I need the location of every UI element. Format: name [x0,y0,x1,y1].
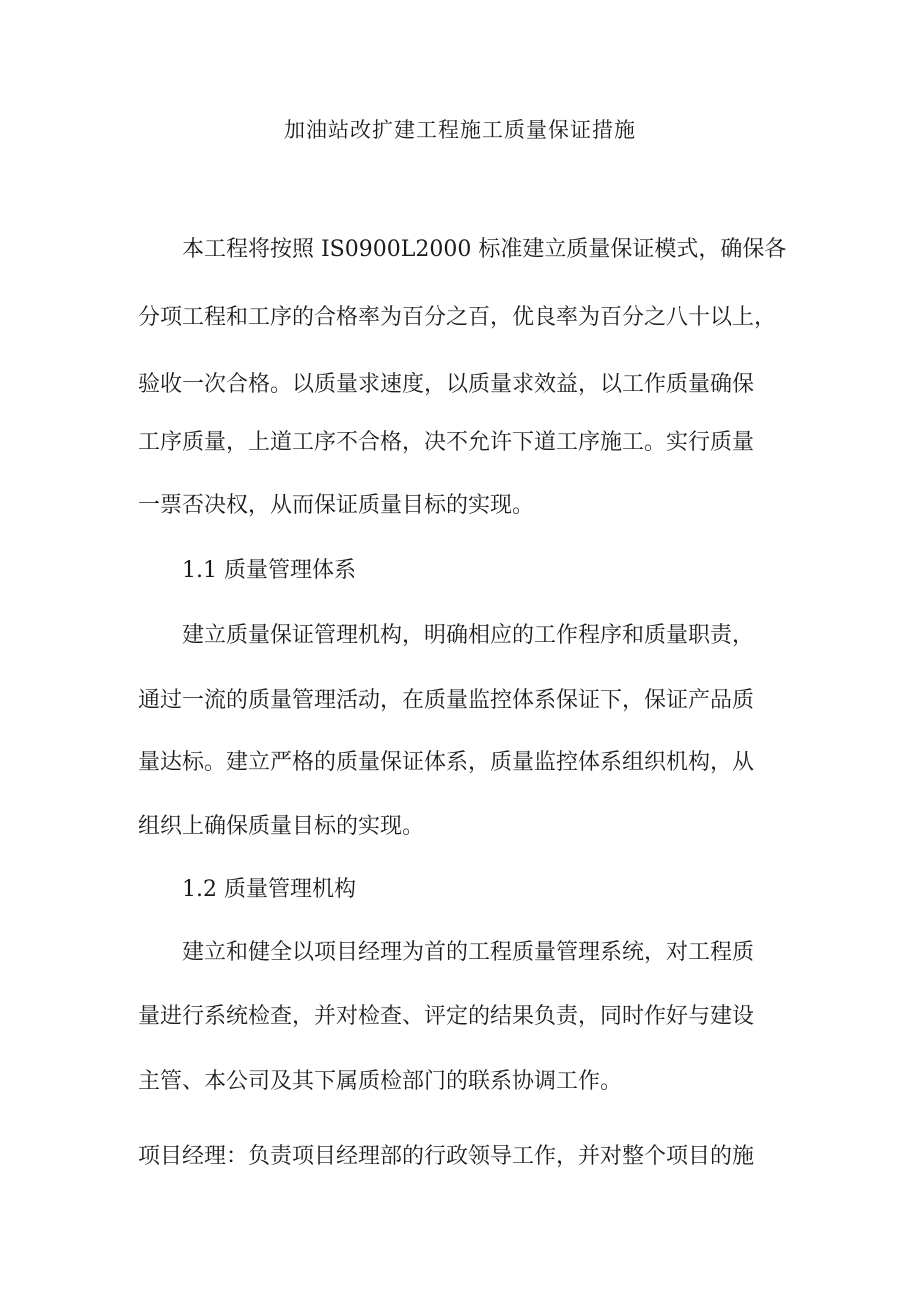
paragraph-1-line-3: 验收一次合格。以质量求速度，以质量求效益，以工作质量确保 [138,372,755,397]
paragraph-3-line-2: 量进行系统检查，并对检查、评定的结果负责，同时作好与建设 [138,1004,755,1029]
paragraph-1-line-2: 分项工程和工序的合格率为百分之百，优良率为百分之八十以上， [138,305,777,330]
paragraph-2-line-1: 建立质量保证管理机构，明确相应的工作程序和质量职责， [182,623,755,648]
paragraph-1-line-4: 工序质量，上道工序不合格，决不允许下道工序施工。实行质量 [138,430,755,455]
paragraph-4-line-1: 项目经理：负责项目经理部的行政领导工作，并对整个项目的施 [138,1144,755,1169]
paragraph-2-line-2: 通过一流的质量管理活动，在质量监控体系保证下，保证产品质 [138,688,755,713]
paragraph-1-line-1: 本工程将按照 IS0900L2000 标准建立质量保证模式，确保各 [182,237,787,262]
paragraph-2-line-4: 组织上确保质量目标的实现。 [138,814,425,839]
section-heading-1-1: 1.1 质量管理体系 [182,558,356,583]
section-heading-1-2: 1.2 质量管理机构 [182,877,356,902]
paragraph-3-line-1: 建立和健全以项目经理为首的工程质量管理系统，对工程质 [182,940,755,965]
paragraph-2-line-3: 量达标。建立严格的质量保证体系，质量监控体系组织机构，从 [138,750,755,775]
paragraph-1-line-5: 一票否决权，从而保证质量目标的实现。 [138,493,535,518]
paragraph-3-line-3: 主管、本公司及其下属质检部门的联系协调工作。 [138,1069,623,1094]
document-title: 加油站改扩建工程施工质量保证措施 [284,118,636,142]
